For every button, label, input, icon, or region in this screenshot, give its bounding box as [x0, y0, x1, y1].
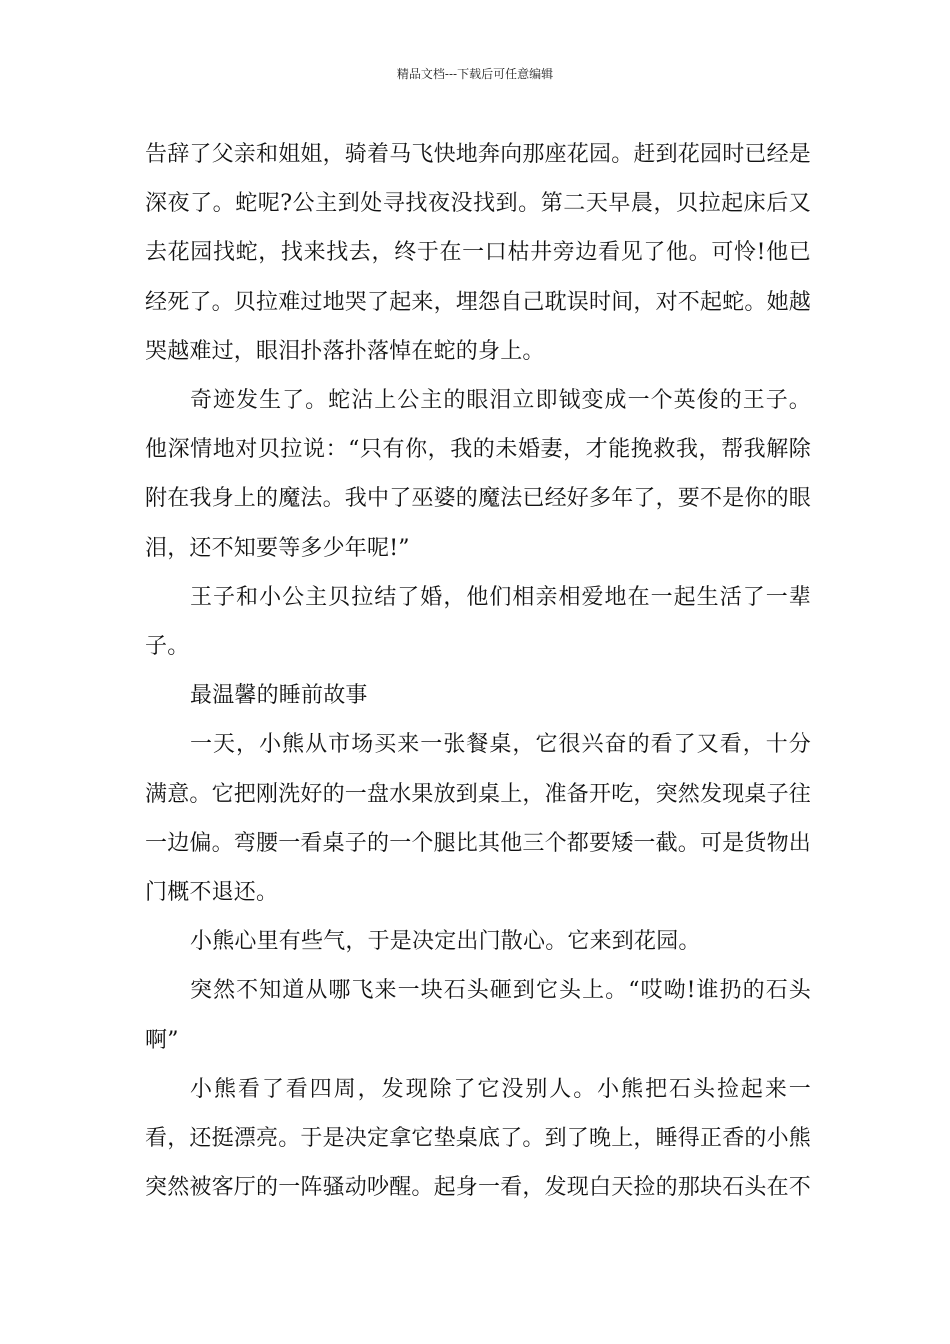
paragraph: 王子和小公主贝拉结了婚，他们相亲相爱地在一起生活了一辈子。: [145, 584, 811, 660]
paragraph: 奇迹发生了。蛇沾上公主的眼泪立即钺变成一个英俊的王子。他深情地对贝拉说：“只有你，我的未婚妻，才能挽救我，帮我解除附在我身上的魔法。我中了巫婆的魔法已经好多年了，要不是你的眼泪，还不知要等多少年呢!”: [145, 388, 812, 561]
paragraph: 小熊心里有些气，于是决定出门散心。它来到花园。: [190, 929, 701, 955]
section-title: 最温馨的睡前故事: [190, 683, 368, 709]
paragraph: 告辞了父亲和姐姐，骑着马飞快地奔向那座花园。赶到花园时已经是深夜了。蛇呢?公主到处寻找夜没找到。第二天早晨，贝拉起床后又去花园找蛇，找来找去，终于在一口枯井旁边看见了他。可怜!他已经死了。贝拉难过地哭了起来，埋怨自己耽误时间，对不起蛇。她越哭越难过，眼泪扑落扑落悼在蛇的身上。: [145, 142, 812, 364]
paragraph: 突然不知道从哪飞来一块石头砸到它头上。“哎呦!谁扔的石头啊”: [145, 978, 811, 1053]
document-body: [145, 130, 811, 1212]
paragraph: 一天，小熊从市场买来一张餐桌，它很兴奋的看了又看，十分满意。它把刚洗好的一盘水果放到桌上，准备开吃，突然发现桌子往一边偏。弯腰一看桌子的一个腿比其他三个都要矮一截。可是货物出门概不退还。: [145, 732, 812, 906]
page-header: 精品文档---下载后可任意编辑: [396, 67, 554, 81]
paragraph: 小熊看了看四周，发现除了它没别人。小熊把石头捡起来一看，还挺漂亮。于是决定拿它垫桌底了。到了晚上，睡得正香的小熊突然被客厅的一阵骚动吵醒。起身一看，发现白天捡的那块石头在不: [145, 1076, 812, 1201]
